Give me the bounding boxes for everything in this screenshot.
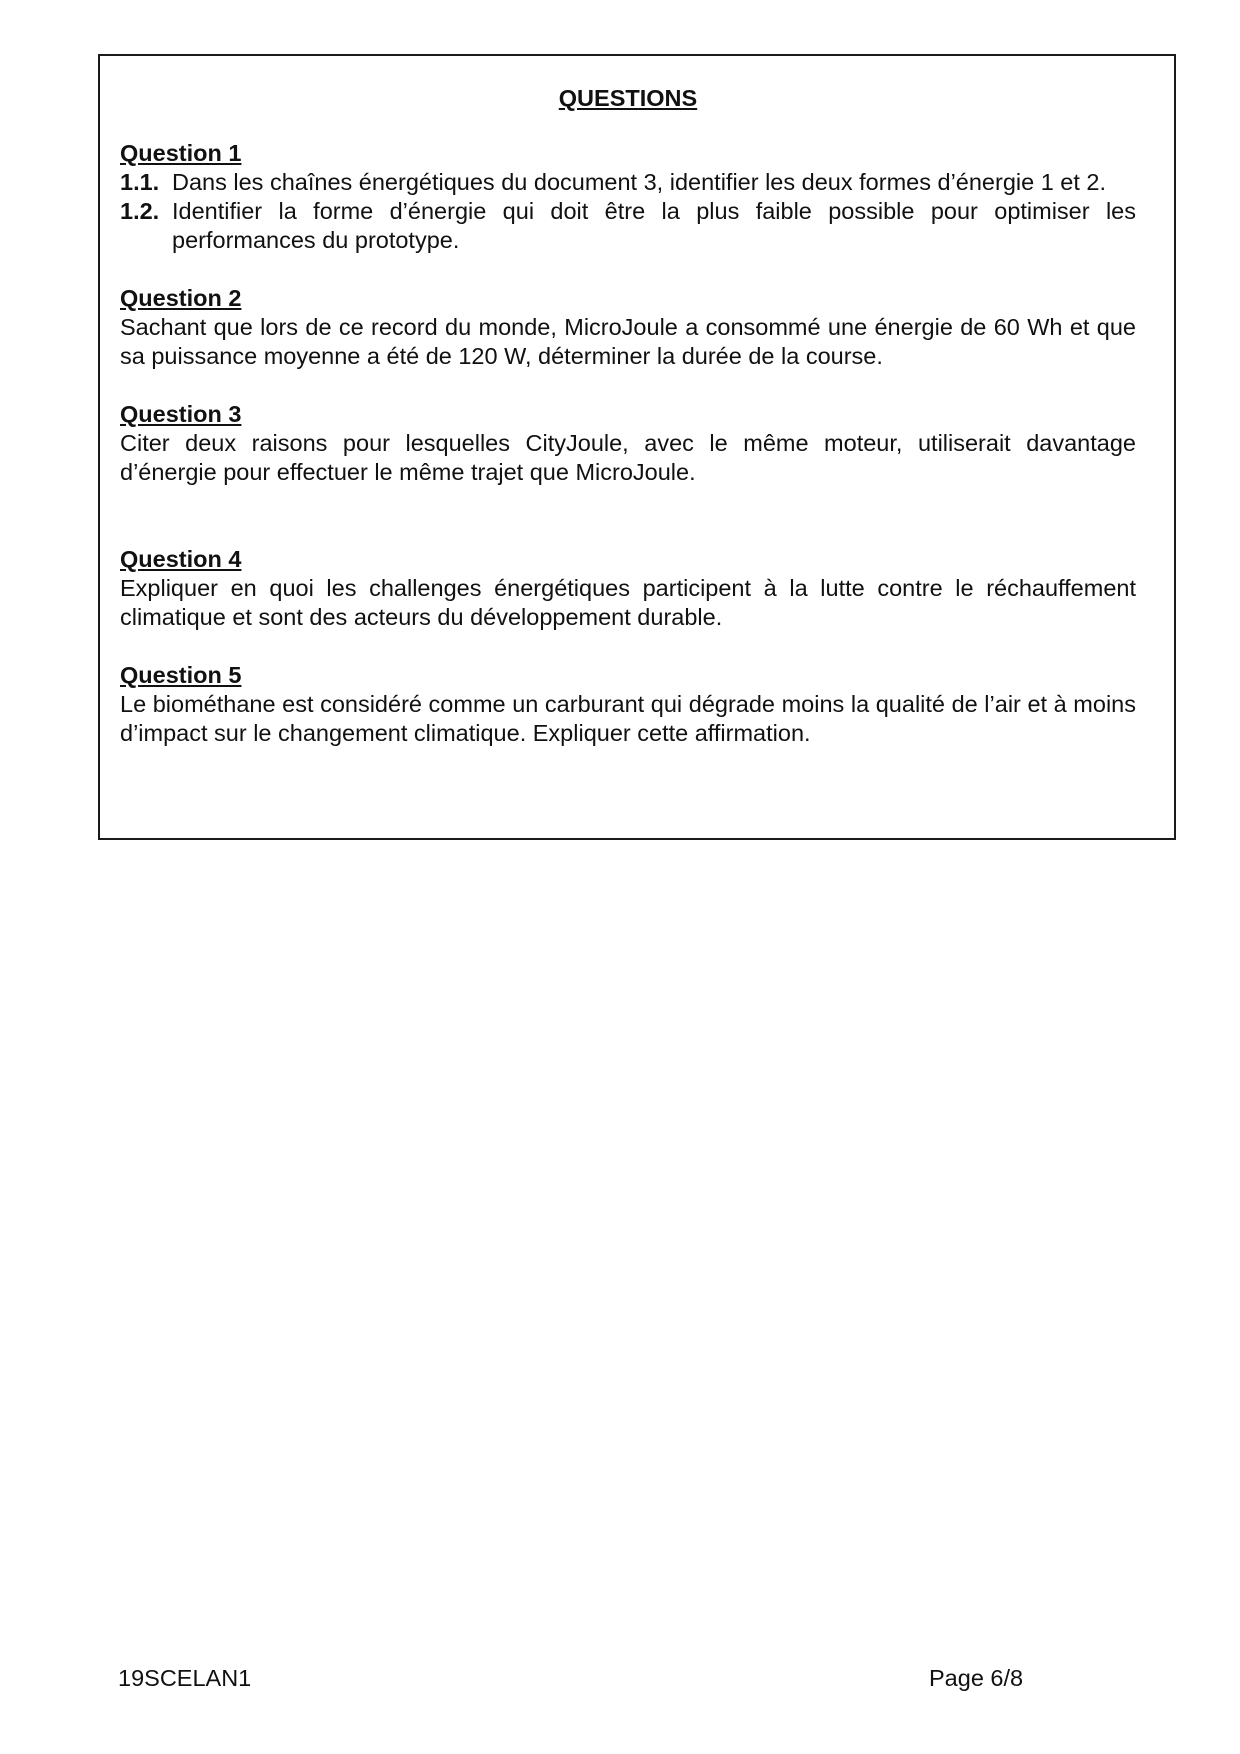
question-3-text: Citer deux raisons pour lesquelles CityJoule, avec le même moteur, utiliserait davantage d’énergie pour effectuer le même trajet que MicroJoule. bbox=[120, 430, 1136, 485]
page-number: Page 6/8 bbox=[929, 1665, 1024, 1691]
question-3 bbox=[120, 400, 1136, 487]
page-title: QUESTIONS bbox=[558, 85, 698, 111]
question-3-heading: Question 3 bbox=[120, 401, 242, 427]
question-2 bbox=[120, 284, 1136, 371]
question-1-2 bbox=[120, 197, 1136, 255]
question-4 bbox=[120, 545, 1136, 632]
question-5 bbox=[120, 661, 1136, 748]
document-code: 19SCELAN1 bbox=[118, 1665, 252, 1691]
question-1-1-text: Dans les chaînes énergétiques du document 3, identifier les deux formes d’énergie 1 et 2. bbox=[172, 169, 1107, 195]
question-1-2-number: 1.2. bbox=[120, 198, 160, 224]
question-2-text: Sachant que lors de ce record du monde, MicroJoule a consommé une énergie de 60 Wh et que sa puissance moyenne a été de 120 W, déterminer la durée de la course. bbox=[120, 314, 1136, 369]
question-2-heading: Question 2 bbox=[120, 285, 242, 311]
question-1-1 bbox=[120, 168, 1136, 197]
questions-content bbox=[120, 84, 1136, 748]
question-1-2-text: Identifier la forme d’énergie qui doit être la plus faible possible pour optimiser les performances du prototype. bbox=[172, 198, 1136, 253]
question-1-heading: Question 1 bbox=[120, 140, 242, 166]
question-1-1-number: 1.1. bbox=[120, 169, 160, 195]
question-1 bbox=[120, 139, 1136, 255]
question-4-heading: Question 4 bbox=[120, 546, 242, 572]
questions-box bbox=[98, 54, 1176, 840]
question-5-text: Le biométhane est considéré comme un carburant qui dégrade moins la qualité de l’air et à moins d’impact sur le changement climatique. Expliquer cette affirmation. bbox=[120, 691, 1136, 746]
question-5-heading: Question 5 bbox=[120, 662, 242, 688]
question-4-text: Expliquer en quoi les challenges énergétiques participent à la lutte contre le réchauffement climatique et sont des acteurs du développement durable. bbox=[120, 575, 1136, 630]
